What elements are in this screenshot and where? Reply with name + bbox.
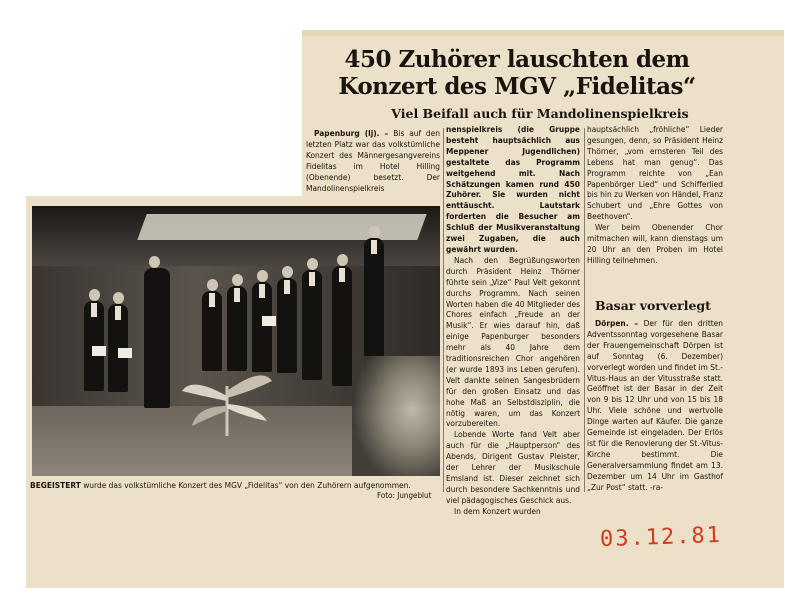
caption-text: wurde das volkstümliche Konzert des MGV „Fidelitas“ von den Zuhörern aufgenommen. xyxy=(80,480,411,490)
article-headline xyxy=(322,46,712,100)
headline-line-1: 450 Zuhörer lauschten dem xyxy=(344,46,690,73)
christmas-tree xyxy=(352,356,440,476)
column-2-paragraph-1: nenspielkreis (die Gruppe besteht hauptsächlich aus Meppener Jugendlichen) gestaltete das Programm weitgehend mit. Nach Schätzungen kamen rund 450 Zuhörer. Sie wurden nicht enttäuscht. Lautstark forderten die Besucher am Schluß der Musikveranstaltung zwei Zugaben, die auch gewährt wurden. xyxy=(446,124,580,254)
sheet-music xyxy=(118,348,132,358)
column-1-text: Bis auf den letzten Platz war das volkstümliche Konzert des Männergesangvereins Fidelitas im Hotel Hilling (Obenende) besetzt. Der Mandolinenspielkreis xyxy=(306,128,440,193)
photo-credit: Foto: Jungeblut xyxy=(377,491,432,500)
headline-line-2: Konzert des MGV „Fidelitas“ xyxy=(338,73,696,100)
conductor-figure xyxy=(144,268,170,408)
basar-dateline: Dörpen. – xyxy=(595,318,644,328)
column-3-paragraph-1: hauptsächlich „fröhliche“ Lieder gesungen, denn, so Präsident Heinz Thörner, „vom ernsteren Teil des Lebens hat man genug“. Das Programm reichte von „Ean Papenbörger Lied“ und Schifferlied bis hin zu Werken von Händel, Franz Schubert und „Ehre Gottes von Beethoven“. xyxy=(587,124,723,222)
concert-photo xyxy=(32,206,440,476)
singer-figure xyxy=(332,266,352,386)
article-column-1 xyxy=(306,128,440,193)
caption-lead: BEGEISTERT xyxy=(30,480,81,490)
singer-figure xyxy=(277,278,297,373)
sheet-music xyxy=(262,316,276,326)
article-column-3 xyxy=(587,124,723,266)
article-subheadline: Viel Beifall auch für Mandolinenspielkreis xyxy=(391,106,689,121)
column-2-paragraph-2: Nach den Begrüßungsworten durch Präsident Heinz Thörner führte sein „Vize“ Paul Velt gekonnt durchs Programm. Nach seinen Worten haben die 40 Mitglieder des Chores einfach „Freude an der Musik“. Er wies darauf hin, daß einige Papenburger besonders mehr als 40 Jahre dem traditionsreichen Chor angehören (er wurde 1893 ins Leben gerufen). Velt dankte seinen Sangesbrüdern für den großen Einsatz und das hohe Maß an Selbstdisziplin, die nötig waren, um das Konzert vorzubereiten. xyxy=(446,254,580,429)
column-3-paragraph-2: Wer beim Obenender Chor mitmachen will, kann dienstags um 20 Uhr an den Proben im Hotel Hilling teilnehmen. xyxy=(587,222,723,265)
photo-light-panel xyxy=(137,214,426,240)
potted-plant xyxy=(182,356,272,436)
column-divider xyxy=(443,128,444,492)
basar-headline: Basar vorverlegt xyxy=(595,298,711,313)
column-divider xyxy=(584,128,585,492)
handwritten-date: 03.12.81 xyxy=(599,522,723,553)
basar-article xyxy=(587,318,723,493)
column-2-paragraph-3: Lobende Worte fand Velt aber auch für die „Hauptperson“ des Abends, Dirigent Gustav Pleister, der Lehrer der Musikschule Emsland ist. Dieser zeichnet sich durch besondere Sachkenntnis und viel pädagogisches Geschick aus. xyxy=(446,429,580,505)
basar-byline: -ra- xyxy=(649,481,663,492)
singer-figure xyxy=(302,270,322,380)
basar-text: Der für den dritten Adventssonntag vorgesehene Basar der Frauengemeinschaft Dörpen ist auf Sonntag (6. Dezember) vorverlegt worden und findet im St.-Vitus-Haus an der Vitusstraße statt. Geöffnet ist der Basar in der Zeit von 9 bis 12 Uhr und von 15 bis 18 Uhr. Viele schöne und wertvolle Dinge warten auf Käufer. Die ganze Gemeinde ist eingeladen. Der Erlös ist für die Renovierung der St.-Vitus-Kirche bestimmt. Die Generalversammlung findet am 13. Dezember um 14 Uhr im Gasthof „Zur Post“ statt. xyxy=(587,318,723,492)
column-2-paragraph-4: In dem Konzert wurden xyxy=(454,505,541,516)
sheet-music xyxy=(92,346,106,356)
photo-caption xyxy=(30,480,442,491)
article-column-2 xyxy=(446,124,580,517)
dateline: Papenburg (lj). – xyxy=(314,128,394,138)
